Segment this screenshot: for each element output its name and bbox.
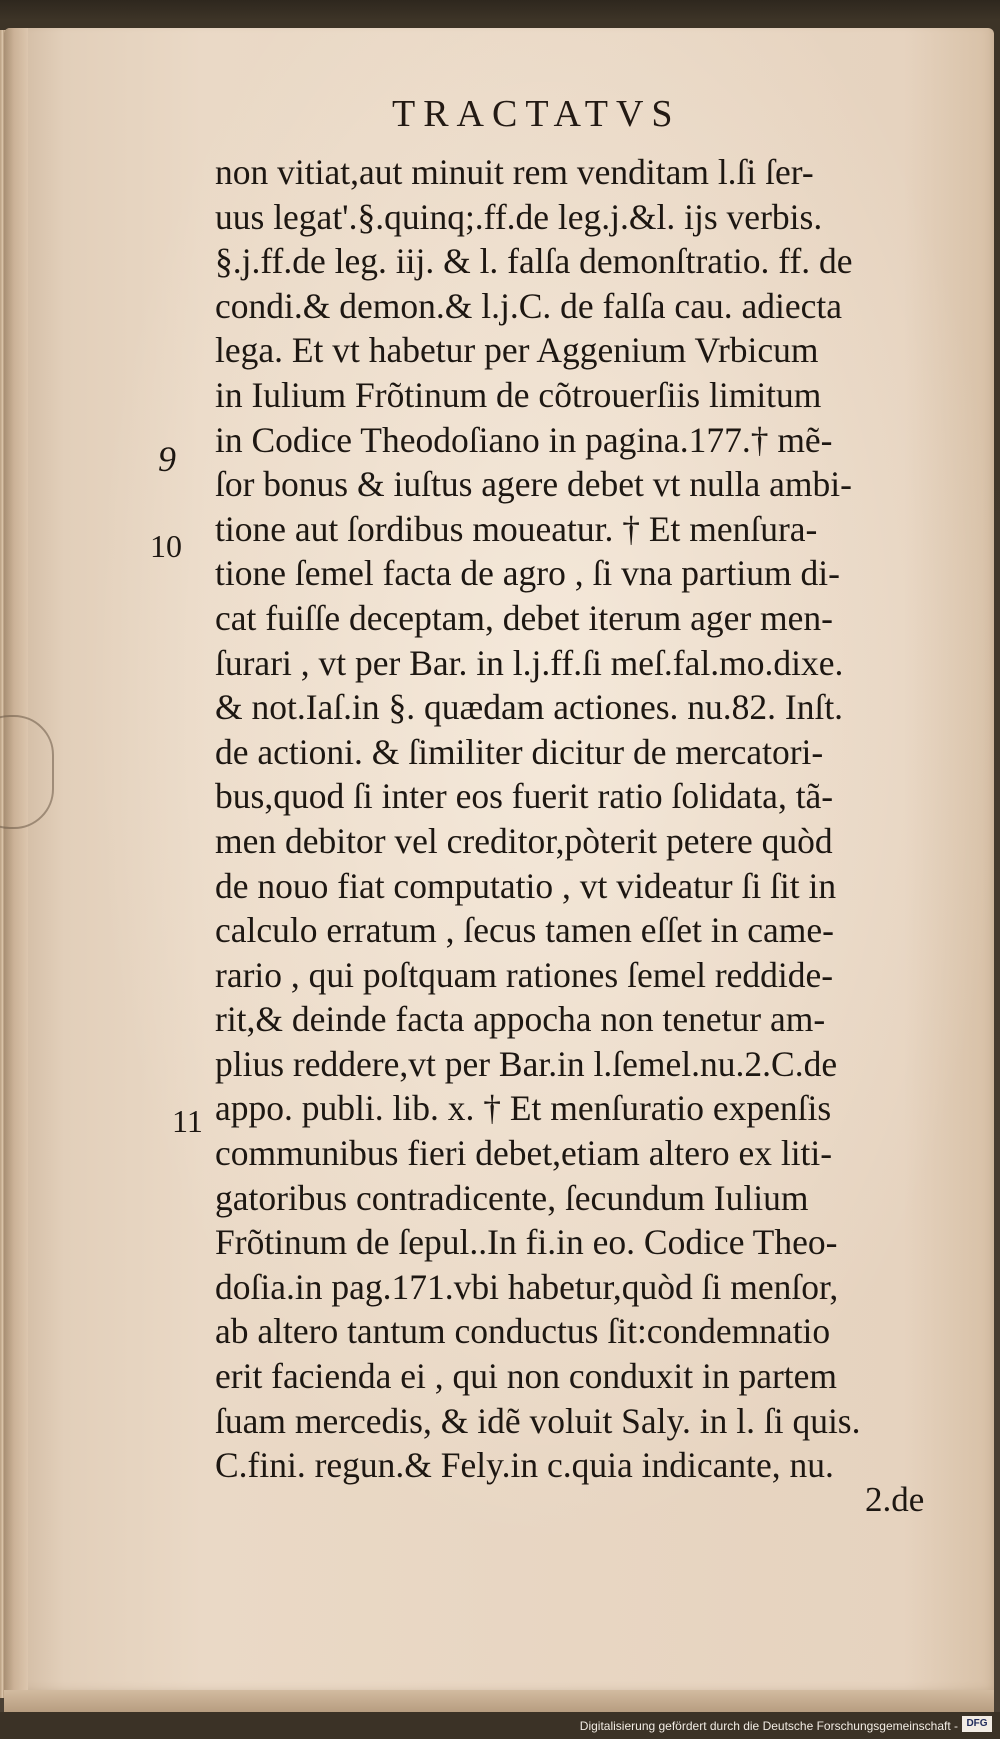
text-line: in Codice Theodoſiano in pagina.177.† mẽ- [215,419,833,460]
text-line: rit,& deinde facta appocha non tenetur am- [215,999,826,1040]
text-line: rario , qui poſtquam rationes ſemel reddide- [215,954,834,995]
text-line: §.j.ff.de leg. iij. & l. falſa demonſtratio. ff. de [215,241,853,282]
dfg-logo: DFG [962,1716,992,1732]
text-line: cat fuiſſe deceptam, debet iterum ager men- [215,597,833,638]
text-line: ſor bonus & iuſtus agere debet vt nulla ambi- [215,464,852,505]
marginal-number-11: 11 [172,1103,203,1139]
text-line: de actioni. & ſimiliter dicitur de mercatori- [215,731,824,772]
text-line: bus,quod ſi inter eos fuerit ratio ſolidata, tã- [215,776,834,817]
text-line: ſurari , vt per Bar. in l.j.ff.ſi meſ.fal.mo.dixe. [215,642,844,683]
text-line: uus legat'.§.quinq;.ff.de leg.j.&l. ijs verbis. [215,196,823,237]
text-line: non vitiat,aut minuit rem venditam l.ſi ſer- [215,152,814,192]
text-line: erit facienda ei , qui non conduxit in partem [215,1356,838,1397]
marginal-number-10: 10 [150,528,182,564]
page-edge-mark [0,715,54,829]
text-line: ſuam mercedis, & idẽ voluit Saly. in l. ſi quis. [215,1400,861,1441]
text-line: in Iulium Frõtinum de cõtrouerſiis limitum [215,374,822,415]
digitization-credit: Digitalisierung gefördert durch die Deutsche Forschungsgemeinschaft - [579,1719,958,1733]
text-line: lega. Et vt habetur per Aggenium Vrbicum [215,330,819,371]
page-bottom-edge [4,1690,994,1712]
body-text [215,150,930,1488]
text-line: tione aut ſordibus moueatur. † Et menſura- [215,508,818,549]
text-line: gatoribus contradicente, ſecundum Iulium [215,1177,809,1218]
text-line: men debitor vel creditor,pòterit petere quòd [215,820,833,861]
text-line: C.fini. regun.& Fely.in c.quia indicante, nu. [215,1445,834,1486]
text-line: doſia.in pag.171.vbi habetur,quòd ſi menſor, [215,1266,839,1307]
text-line: de nouo fiat computatio , vt videatur ſi ſit in [215,865,837,906]
marginal-number-9: 9 [158,439,176,479]
text-line: condi.& demon.& l.j.C. de falſa cau. adiecta [215,285,842,326]
text-line: communibus fieri debet,etiam altero ex liti- [215,1133,833,1174]
text-line: tione ſemel facta de agro , ſi vna partium di- [215,553,840,594]
text-line: appo. publi. lib. x. † Et menſuratio expenſis [215,1088,832,1129]
text-line: & not.Iaſ.in §. quædam actiones. nu.82. Inſt. [215,687,844,728]
text-line: calculo erratum , ſecus tamen eſſet in came- [215,910,834,951]
text-line: Frõtinum de ſepul..In fi.in eo. Codice Theo- [215,1222,838,1263]
book-gutter [4,28,28,1698]
text-line: ab altero tantum conductus ſit:condemnatio [215,1311,831,1352]
text-line: plius reddere,vt per Bar.in l.ſemel.nu.2.C.de [215,1043,838,1084]
catchword: 2.de [865,1480,925,1519]
running-head: TRACTATVS [392,93,681,135]
